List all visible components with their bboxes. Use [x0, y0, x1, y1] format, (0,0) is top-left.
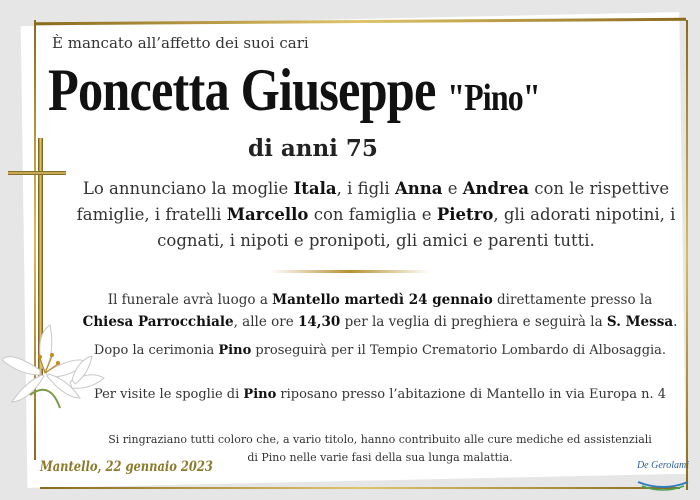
- cross-icon-bar: [8, 171, 66, 175]
- funeral-time: 14,30: [298, 314, 341, 330]
- funeral-paragraph: [70, 289, 690, 333]
- footer-place-date: Mantello, 22 gennaio 2023: [40, 459, 213, 475]
- announcement-text: , i figli: [336, 179, 395, 198]
- gold-frame-bottom: [40, 487, 680, 489]
- deceased-fullname: Poncetta Giuseppe: [48, 57, 436, 123]
- announcement-text: e: [442, 179, 463, 198]
- funeral-text: .: [673, 314, 678, 330]
- funeral-church: Chiesa Parrocchiale: [82, 314, 234, 330]
- announcement-paragraph: [66, 176, 686, 254]
- lily-flower-icon: [0, 320, 110, 410]
- intro-text: È mancato all’affetto dei suoi cari: [52, 34, 309, 52]
- announcement-text: Lo annunciano la moglie: [82, 179, 294, 198]
- wife-name: Itala: [293, 179, 337, 198]
- gold-divider: [270, 270, 430, 273]
- funeral-text: direttamente presso la: [492, 292, 653, 308]
- child-name: Anna: [394, 179, 443, 198]
- announcement-text: con famiglia e: [308, 205, 437, 224]
- brother-name: Marcello: [226, 205, 309, 224]
- funeral-text: Il funerale avrà luogo a: [107, 292, 273, 308]
- visits-text: Per visite le spoglie di: [93, 387, 244, 402]
- announcement-text: con le rispettive famiglie, i fratelli: [76, 179, 670, 224]
- age-text: di anni 75: [248, 135, 378, 162]
- logo-text: De Gerolami: [636, 460, 690, 471]
- funeral-mass: S. Messa: [606, 314, 674, 330]
- cremation-text: Dopo la cerimonia: [93, 343, 219, 358]
- cremation-name: Pino: [218, 343, 252, 358]
- cremation-text: proseguirà per il Tempio Crematorio Lombardo di Albosaggia.: [251, 343, 667, 358]
- deceased-nickname: "Pino": [447, 77, 540, 119]
- funeral-home-logo: [628, 454, 698, 494]
- visits-text: riposano presso l’abitazione di Mantello in via Europa n. 4: [276, 387, 667, 402]
- funeral-place-date: Mantello martedì 24 gennaio: [272, 292, 493, 308]
- visits-paragraph: [70, 385, 690, 405]
- logo-emblem-icon: [628, 454, 698, 494]
- thanks-line-2: di Pino nelle varie fasi della sua lunga malattia.: [247, 451, 513, 464]
- gold-frame-right: [686, 20, 688, 490]
- announcement-text: , gli adorati nipotini, i cognati, i nipoti e pronipoti, gli amici e parenti tutti.: [157, 205, 676, 250]
- funeral-text: , alle ore: [233, 314, 298, 330]
- cremation-paragraph: [70, 341, 690, 361]
- thanks-line-1: Si ringraziano tutti coloro che, a vario titolo, hanno contribuito alle cure mediche ed assistenziali: [108, 433, 652, 446]
- child-name: Andrea: [462, 179, 529, 198]
- visits-name: Pino: [243, 387, 277, 402]
- funeral-text: per la veglia di preghiera e seguirà la: [340, 314, 607, 330]
- deceased-name: [48, 56, 586, 125]
- brother-name: Pietro: [436, 205, 494, 224]
